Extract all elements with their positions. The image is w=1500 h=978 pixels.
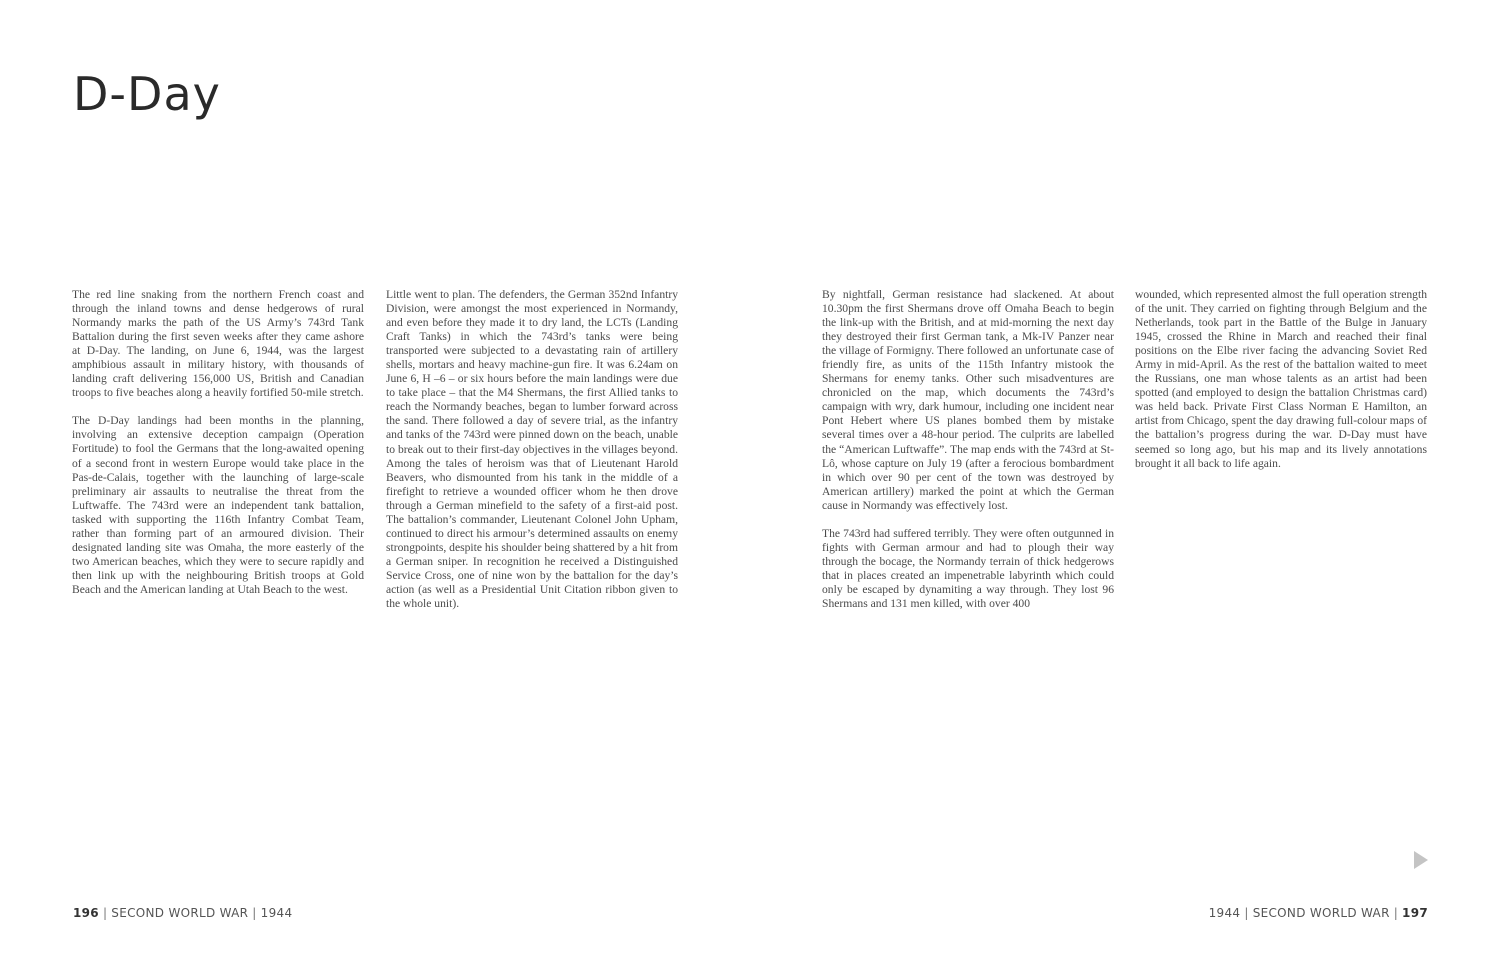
page-number: 197	[1402, 906, 1428, 920]
section-label: SECOND WORLD WAR	[1252, 906, 1390, 920]
page-number: 196	[73, 906, 99, 920]
paragraph: The red line snaking from the northern French coast and through the inland towns and dense hedgerows of rural Normandy marks the path of the US Army’s 743rd Tank Battalion during the first seven weeks after they came ashore at D-Day. The landing, on June 6, 1944, was the largest amphibious assault in military history, with thousands of landing craft delivering 156,000 US, British and Canadian troops to five beaches along a heavily fortified 50-mile stretch.	[72, 288, 364, 400]
text-column-4	[1135, 288, 1427, 485]
text-column-2	[386, 288, 678, 625]
separator: |	[102, 906, 108, 920]
text-column-3	[822, 288, 1114, 625]
paragraph: wounded, which represented almost the full operation strength of the unit. They carried on fighting through Belgium and the Netherlands, took part in the Battle of the Bulge in January 1945, crossed the Rhine in March and reached their final positions on the Elbe river facing the advancing Soviet Red Army in mid-April. As the rest of the battalion waited to meet the Russians, one man whose talents as an artist had been spotted (and employed to design the battalion Christmas card) was held back. Private First Class Norman E Hamilton, an artist from Chicago, spent the day drawing full-colour maps of the battalion’s progress during the war. D-Day must have seemed so long ago, but his map and its lively annotations brought it all back to life again.	[1135, 288, 1427, 470]
separator: |	[1244, 906, 1249, 920]
next-page-button[interactable]	[1412, 850, 1430, 870]
text-column-1	[72, 288, 364, 611]
year-label: 1944	[260, 906, 293, 920]
year-label: 1944	[1208, 906, 1241, 920]
page-title: D-Day	[73, 67, 221, 121]
play-triangle-icon	[1412, 850, 1430, 870]
separator: |	[1393, 906, 1399, 920]
footer-left	[73, 906, 292, 920]
paragraph: The 743rd had suffered terribly. They were often outgunned in fights with German armour and had to plough their way through the bocage, the Normandy terrain of thick hedgerows that in places created an impenetrable labyrinth which could only be escaped by dynamiting a way through. They lost 96 Shermans and 131 men killed, with over 400	[822, 526, 1114, 610]
separator: |	[252, 906, 257, 920]
paragraph: The D-Day landings had been months in the planning, involving an extensive deception campaign (Operation Fortitude) to fool the Germans that the long-awaited opening of a second front in western Europe would take place in the Pas-de-Calais, together with the launching of large-scale preliminary air assaults to neutralise the threat from the Luftwaffe. The 743rd were an independent tank battalion, tasked with supporting the 116th Infantry Combat Team, rather than forming part of an armoured division. Their designated landing site was Omaha, the more easterly of the two American beaches, which they were to secure rapidly and then link up with the neighbouring British troops at Gold Beach and the American landing at Utah Beach to the west.	[72, 414, 364, 596]
paragraph: Little went to plan. The defenders, the German 352nd Infantry Division, were amongst the most experienced in Normandy, and even before they made it to dry land, the LCTs (Landing Craft Tanks) in which the 743rd’s tanks were being transported were subjected to a devastating rain of artillery shells, mortars and heavy machine-gun fire. It was 6.24am on June 6, H –6 – or six hours before the main landings were due to take place – that the M4 Shermans, the first Allied tanks to reach the Normandy beaches, began to lumber forward across the sand. There followed a day of severe trial, as the infantry and tanks of the 743rd were pinned down on the beach, unable to break out to their first-day objectives in the villages beyond. Among the tales of heroism was that of Lieutenant Harold Beavers, who dismounted from his tank in the middle of a firefight to retrieve a wounded officer whom he then drove through a German minefield to the safety of a first-aid post. The battalion’s commander, Lieutenant Colonel John Upham, continued to direct his armour’s determined assaults on enemy strongpoints, despite his shoulder being shattered by a hit from a German sniper. In recognition he received a Distinguished Service Cross, one of nine won by the battalion for the day’s action (as well as a Presidential Unit Citation ribbon given to the whole unit).	[386, 288, 678, 611]
paragraph: By nightfall, German resistance had slackened. At about 10.30pm the first Shermans drove off Omaha Beach to begin the link-up with the British, and at mid-morning the next day they destroyed their first German tank, a Mk-IV Panzer near the village of Formigny. There followed an unfortunate case of friendly fire, as units of the 115th Infantry mistook the Shermans for enemy tanks. Other such misadventures are chronicled on the map, which documents the 743rd’s campaign with wry, dark humour, including one incident near Pont Hebert where US planes bombed them by mistake several times over a 48-hour period. The culprits are labelled the “American Luftwaffe”. The map ends with the 743rd at St-Lô, whose capture on July 19 (after a ferocious bombardment in which over 90 per cent of the town was destroyed by American artillery) marked the point at which the German cause in Normandy was effectively lost.	[822, 288, 1114, 512]
footer-right	[1209, 906, 1428, 920]
section-label: SECOND WORLD WAR	[111, 906, 249, 920]
